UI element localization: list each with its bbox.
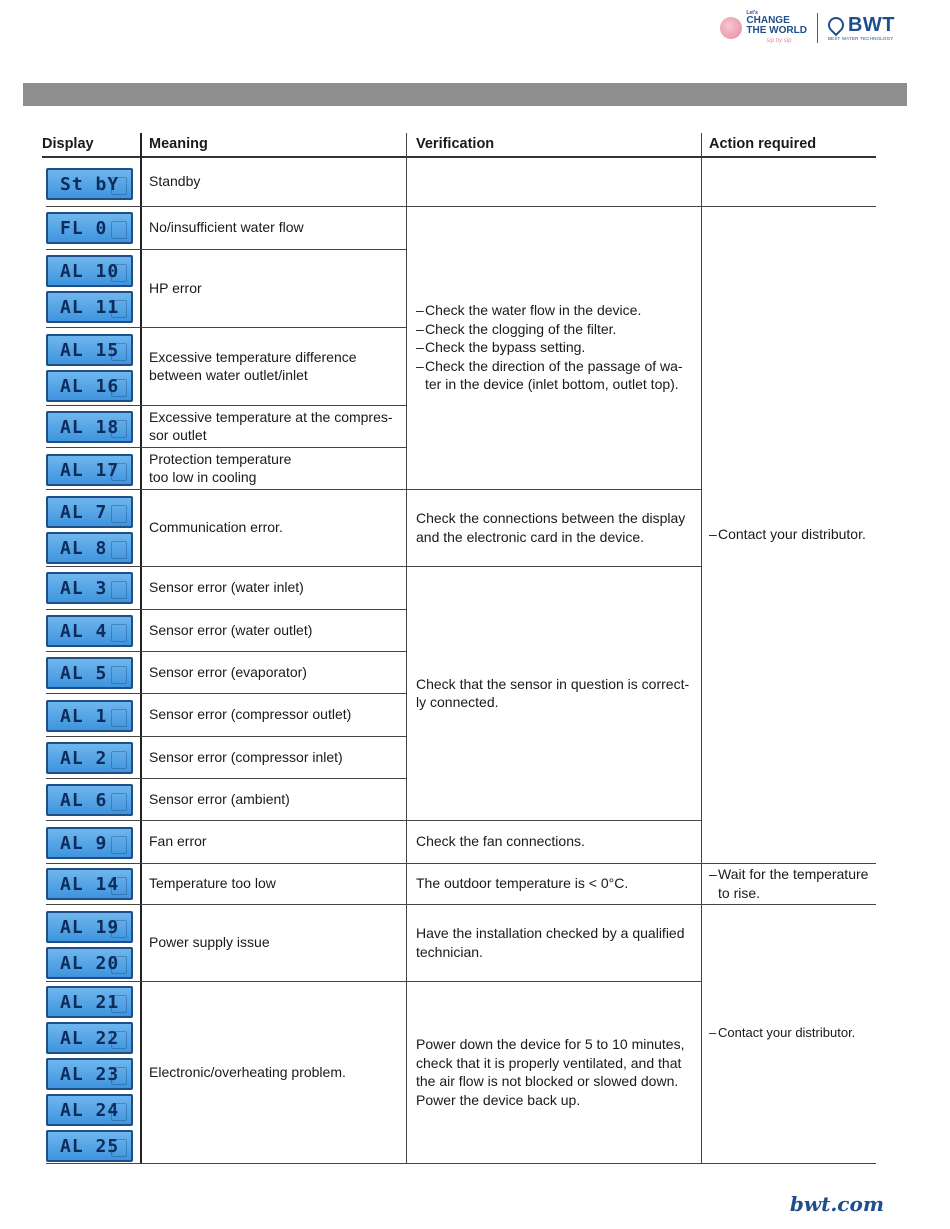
meaning-text: No/insufficient water flow <box>149 219 304 236</box>
lcd-display: AL 21 <box>46 986 133 1018</box>
meaning-cell <box>149 327 404 405</box>
meaning-cell <box>149 566 404 609</box>
meaning-cell <box>149 609 404 651</box>
lcd-display: AL 14 <box>46 868 133 900</box>
lcd-display: AL 1 <box>46 700 133 732</box>
lcd-display: AL 19 <box>46 911 133 943</box>
lcd-display: AL 23 <box>46 1058 133 1090</box>
website-logo: bwt.com <box>789 1192 884 1216</box>
header-action: Action required <box>709 136 817 152</box>
check-item: – Check the water flow in the device. <box>416 301 683 320</box>
lcd-display: AL 24 <box>46 1094 133 1126</box>
verification-cell <box>416 489 698 566</box>
verification-cell <box>416 566 698 820</box>
lcd-display: AL 17 <box>46 454 133 486</box>
meaning-text: Sensor error (compressor inlet) <box>149 748 343 765</box>
meaning-text: Protection temperature too low in cooling <box>149 450 292 485</box>
meaning-cell <box>149 651 404 693</box>
lcd-display: FL 0 <box>46 212 133 244</box>
meaning-text: Excessive temperature at the compres- sor outlet <box>149 408 393 443</box>
lcd-display: AL 15 <box>46 334 133 366</box>
col-divider-meaning <box>406 133 407 1164</box>
meaning-cell <box>149 447 404 489</box>
meaning-text: Sensor error (water inlet) <box>149 579 304 596</box>
row-rule <box>46 1163 876 1164</box>
lcd-display: AL 8 <box>46 532 133 564</box>
action-text: – Wait for the temperature to rise. <box>709 865 868 902</box>
meaning-text: Sensor error (compressor outlet) <box>149 706 352 723</box>
meaning-text: Fan error <box>149 833 207 850</box>
verification-text: Check the connections between the display and the electronic card in the device. <box>416 510 686 545</box>
col-divider-verification <box>701 133 702 1164</box>
check-item: – Check the bypass setting. <box>416 338 683 357</box>
action-cell <box>709 206 879 863</box>
check-item: – Check the direction of the passage of wa- ter in the device (inlet bottom, outlet top). <box>416 357 683 394</box>
meaning-cell <box>149 405 404 447</box>
verification-cell <box>416 904 698 981</box>
lcd-display: AL 16 <box>46 370 133 402</box>
meaning-cell <box>149 693 404 736</box>
meaning-cell <box>149 820 404 863</box>
brand-tagline: BEST WATER TECHNOLOGY <box>827 36 894 41</box>
meaning-text: Sensor error (water outlet) <box>149 621 313 638</box>
header-display: Display <box>42 136 94 152</box>
lcd-display: AL 6 <box>46 784 133 816</box>
lcd-display: AL 11 <box>46 291 133 323</box>
verification-text: Have the installation checked by a qualified technician. <box>416 925 685 960</box>
lcd-display: AL 2 <box>46 742 133 774</box>
verification-text: Check the fan connections. <box>416 833 585 850</box>
campaign-script: sip by sip <box>766 38 792 44</box>
brand-name: BWT <box>847 14 895 36</box>
meaning-text: Temperature too low <box>149 875 276 892</box>
meaning-text: Sensor error (ambient) <box>149 790 290 807</box>
lcd-display: AL 9 <box>46 827 133 859</box>
meaning-cell <box>149 778 404 820</box>
meaning-text: Standby <box>149 173 201 190</box>
header-verification: Verification <box>416 136 495 152</box>
meaning-cell <box>149 863 404 904</box>
lcd-display: AL 4 <box>46 615 133 647</box>
meaning-text: Communication error. <box>149 519 283 536</box>
lcd-display: AL 10 <box>46 255 133 287</box>
meaning-text: Excessive temperature difference between water outlet/inlet <box>149 348 357 383</box>
verification-cell <box>416 981 698 1163</box>
lcd-display: AL 3 <box>46 572 133 604</box>
check-item: – Check the clogging of the filter. <box>416 320 683 339</box>
meaning-cell <box>149 981 404 1163</box>
meaning-text: Sensor error (evaporator) <box>149 663 307 680</box>
meaning-cell <box>149 157 404 206</box>
verification-cell <box>416 206 698 489</box>
meaning-cell <box>149 489 404 566</box>
verification-text: Check that the sensor in question is correct- ly connected. <box>416 675 690 710</box>
meaning-text: Power supply issue <box>149 934 270 951</box>
lcd-display: St bY <box>46 168 133 200</box>
meaning-cell <box>149 736 404 778</box>
lcd-display: AL 7 <box>46 496 133 528</box>
campaign-small: Let's <box>746 10 758 16</box>
meaning-cell <box>149 206 404 249</box>
verification-cell <box>416 820 698 863</box>
verification-text: The outdoor temperature is < 0°C. <box>416 875 629 892</box>
campaign-line1: CHANGE <box>746 15 790 26</box>
header-meaning: Meaning <box>149 136 208 152</box>
verification-checklist <box>416 301 683 394</box>
lcd-display: AL 18 <box>46 411 133 443</box>
verification-cell <box>416 863 698 904</box>
meaning-text: HP error <box>149 279 202 296</box>
action-cell <box>709 863 879 904</box>
lcd-display: AL 5 <box>46 657 133 689</box>
lcd-display: AL 25 <box>46 1130 133 1162</box>
col-divider-display <box>140 133 142 1164</box>
meaning-text: Electronic/overheating problem. <box>149 1063 346 1080</box>
campaign-line2: THE WORLD <box>746 25 807 36</box>
verification-text: Power down the device for 5 to 10 minutes, check that it is properly ventilated, and that the air flow is not blocked or slowed down. Power the device back up. <box>416 1036 685 1108</box>
lcd-display: AL 20 <box>46 947 133 979</box>
action-cell <box>709 904 879 1163</box>
action-text: – Contact your distributor. <box>709 525 866 544</box>
meaning-cell <box>149 904 404 981</box>
lcd-display: AL 22 <box>46 1022 133 1054</box>
action-text: – Contact your distributor. <box>709 1024 855 1043</box>
meaning-cell <box>149 249 404 327</box>
